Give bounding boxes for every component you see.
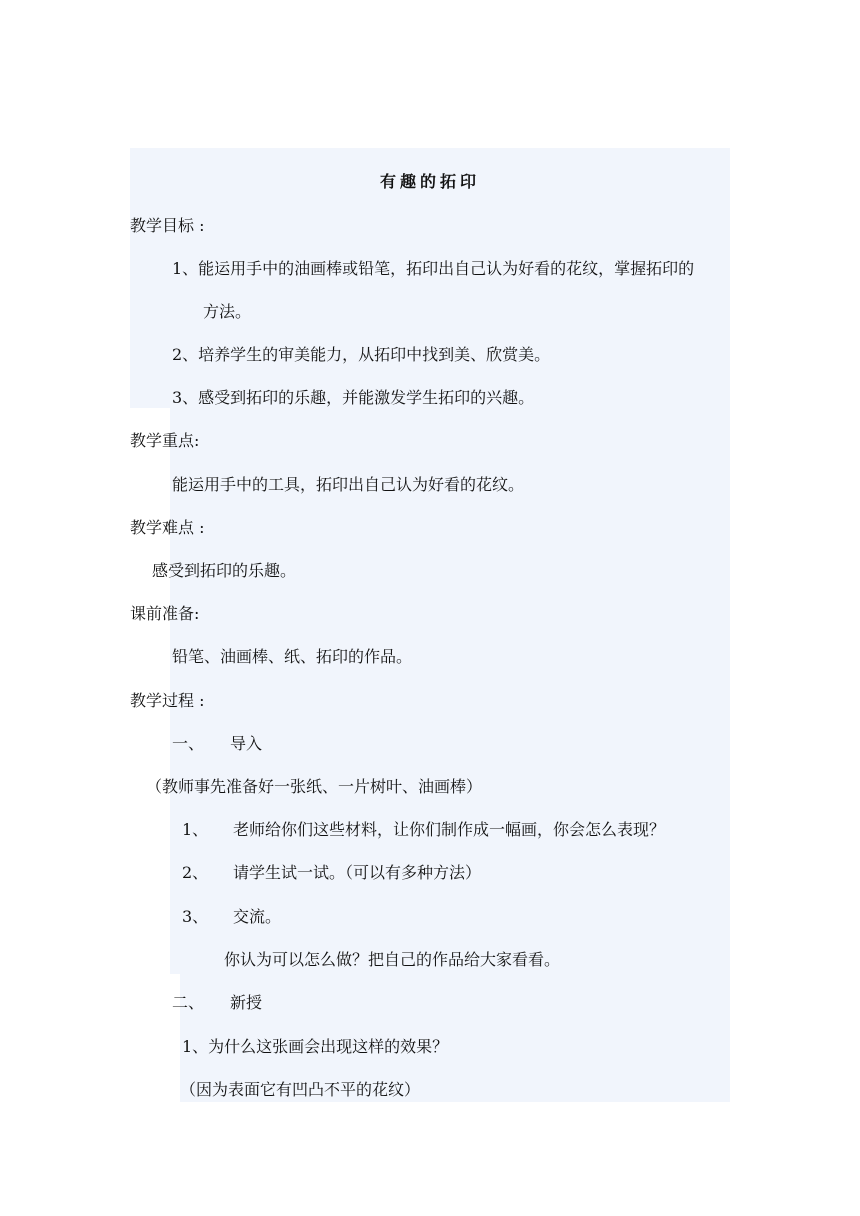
section-1-label: 导入 — [230, 734, 263, 753]
step-3-text: 交流。 — [233, 907, 282, 926]
step-2 — [182, 862, 481, 884]
page-title: 有趣的拓印 — [379, 172, 480, 191]
step-1-text: 老师给你们这些材料，让你们制作成一幅画，你会怎么表现？ — [233, 820, 666, 839]
preparation-heading: 课前准备: — [130, 604, 200, 623]
section-2-heading — [172, 992, 262, 1014]
goal-item-1-continued: 方法。 — [203, 302, 252, 321]
goal-item-2: 2、培养学生的审美能力，从拓印中找到美、欣赏美。 — [172, 345, 551, 364]
section-2-number: 二、 — [172, 993, 205, 1012]
key-point-text: 能运用手中的工具，拓印出自己认为好看的花纹。 — [172, 475, 525, 494]
step-1 — [182, 819, 665, 841]
step-3-number: 3、 — [182, 907, 209, 926]
new-lesson-question: 1、为什么这张画会出现这样的效果？ — [182, 1037, 449, 1056]
preparation-text: 铅笔、油画棒、纸、拓印的作品。 — [172, 647, 413, 666]
section-2-label: 新授 — [230, 993, 263, 1012]
section-1-heading — [172, 733, 262, 755]
step-2-text: 请学生试一试。（可以有多种方法） — [233, 863, 482, 882]
goal-item-3: 3、感受到拓印的乐趣，并能激发学生拓印的兴趣。 — [172, 388, 535, 407]
section-1-number: 一、 — [172, 734, 205, 753]
goals-heading: 教学目标 : — [130, 216, 205, 235]
difficulty-text: 感受到拓印的乐趣。 — [152, 561, 297, 580]
new-lesson-answer: （因为表面它有凹凸不平的花纹） — [180, 1080, 421, 1099]
goal-item-1: 1、能运用手中的油画棒或铅笔，拓印出自己认为好看的花纹，掌握拓印的 — [172, 259, 695, 278]
difficulty-heading: 教学难点 : — [130, 518, 205, 537]
step-3-detail: 你认为可以怎么做？把自己的作品给大家看看。 — [224, 950, 561, 969]
key-point-heading: 教学重点: — [130, 431, 200, 450]
section-1-note: （教师事先准备好一张纸、一片树叶、油画棒） — [146, 777, 483, 796]
step-3 — [182, 906, 281, 928]
step-2-number: 2、 — [182, 863, 209, 882]
process-heading: 教学过程 : — [130, 691, 205, 710]
step-1-number: 1、 — [182, 820, 209, 839]
